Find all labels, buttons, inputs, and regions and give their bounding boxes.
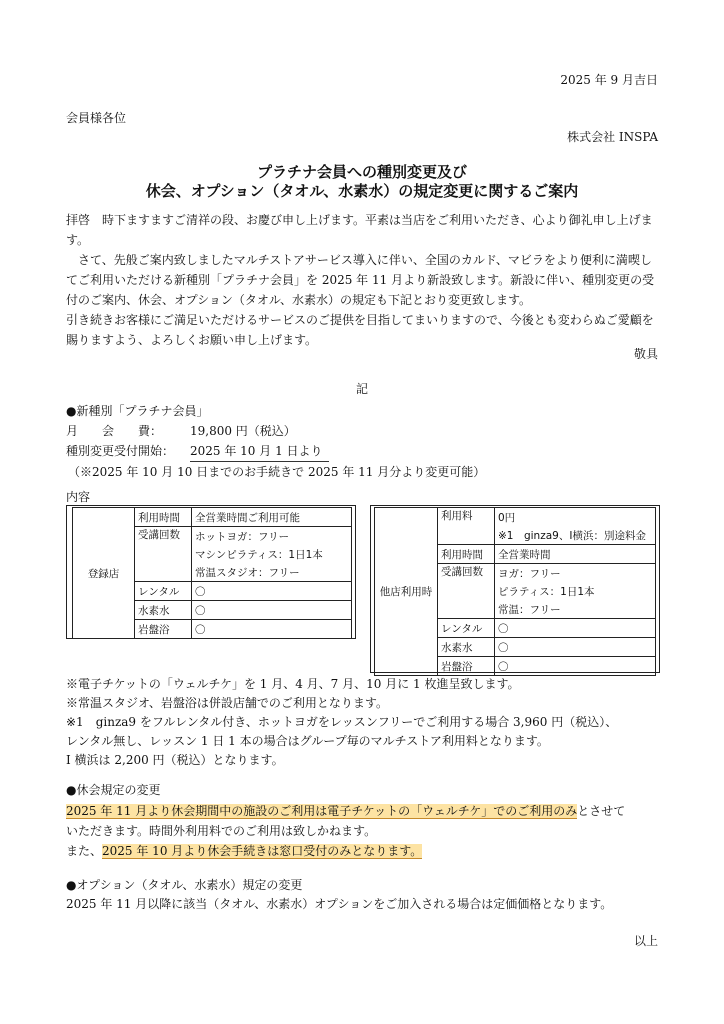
registered-store-table	[72, 507, 352, 639]
announcement-paragraph: さて、先般ご案内致しましたマルチストアサービス導入に伴い、全国のカルド、マビラをより便利に満喫してご利用いただける新種別「プラチナ会員」を 2025 年 11 月より新設致します。新設に伴い、種別変更の受付のご案内、休会、オプション（タオル、水素水）の規定も下記とおり変更致します。	[66, 253, 655, 307]
suspension-line3-pre: また、	[66, 844, 103, 858]
note-ginza: ※1 ginza9 をフルレンタル付き、ホットヨガをレッスンフリーでご利用する場合 3,960 円（税込）、	[66, 715, 618, 729]
option-text: 2025 年 11 月以降に該当（タオル、水素水）オプションをご加入される場合は定価価格となります。	[66, 897, 613, 911]
ki-heading: 記	[355, 382, 368, 396]
oth-val-rental: 〇	[495, 619, 656, 638]
reg-key-lessons: 受講回数	[135, 527, 192, 582]
oth-val-fee-2: ※1 ginza9、I横浜：別途料金	[495, 526, 656, 545]
change-start-value: 2025 年 10 月 1 日より	[190, 441, 329, 462]
oth-key-rental: レンタル	[438, 619, 495, 638]
platinum-section	[66, 401, 485, 482]
suspension-rules	[66, 801, 658, 861]
oth-val-lessons-3: 常温：フリー	[495, 600, 656, 619]
reg-val-rental: 〇	[192, 582, 352, 601]
closing-keigu: 敬具	[633, 347, 658, 361]
platinum-heading: ●新種別「プラチナ会員」	[66, 404, 209, 418]
change-start-label: 種別変更受付開始：	[66, 444, 175, 458]
greeting-paragraph: 拝啓 時下ますますご清祥の段、お慶び申し上げます。平素は当店をご利用いただき、心より御礼申し上げます。	[66, 213, 653, 247]
closing-paragraph: 引き続きお客様にご満足いただけるサービスのご提供を目指してまいりますので、今後とも変わらぬご愛顧を賜りますよう、よろしくお願い申し上げます。	[66, 313, 654, 347]
reg-key-water: 水素水	[135, 601, 192, 620]
reg-val-hours: 全営業時間ご利用可能	[192, 508, 352, 527]
note-yokohama: I 横浜は 2,200 円（税込）となります。	[66, 753, 284, 767]
change-note: （※2025 年 10 月 10 日までのお手続きで 2025 年 11 月分より変更可能）	[68, 465, 486, 479]
reg-key-bedrock: 岩盤浴	[135, 620, 192, 639]
suspension-line1-rest: とさせて	[577, 804, 626, 818]
oth-val-fee-1: 0円	[495, 508, 656, 527]
oth-val-lessons-2: ピラティス：1日1本	[495, 582, 656, 600]
other-store-table	[374, 507, 656, 676]
suspension-line2: いただきます。時間外利用料でのご利用は致しかねます。	[66, 824, 377, 838]
letter-body	[66, 210, 658, 350]
registered-group-label: 登録店	[73, 508, 135, 639]
suspension-highlight-1: 2025 年 11 月より休会期間中の施設のご利用は電子チケットの「ウェルチケ」でのご利用のみ	[66, 804, 578, 818]
closing-ijou: 以上	[633, 934, 658, 948]
issue-date: 2025 年 9 月吉日	[560, 73, 658, 87]
oth-key-bedrock: 岩盤浴	[438, 657, 495, 676]
oth-key-hours: 利用時間	[438, 545, 495, 564]
reg-val-lessons-3: 常温スタジオ：フリー	[192, 563, 352, 582]
reg-val-water: 〇	[192, 601, 352, 620]
contents-label: 内容	[66, 490, 91, 504]
document-title-line2: 休会、オプション（タオル、水素水）の規定変更に関するご案内	[145, 182, 579, 200]
reg-val-bedrock: 〇	[192, 620, 352, 639]
note-studio: ※常温スタジオ、岩盤浴は併設店舗でのご利用となります。	[66, 696, 388, 710]
oth-key-lessons: 受講回数	[438, 564, 495, 619]
change-start-row	[66, 441, 485, 462]
addressee: 会員様各位	[66, 111, 127, 125]
monthly-fee-label: 月 会 費：	[66, 424, 163, 438]
other-group-label: 他店利用時	[375, 508, 438, 676]
oth-val-lessons-1: ヨガ：フリー	[495, 564, 656, 583]
reg-key-hours: 利用時間	[135, 508, 192, 527]
document-title-line1: プラチナ会員への種別変更及び	[256, 163, 467, 181]
oth-val-bedrock: 〇	[495, 657, 656, 676]
note-ticket: ※電子チケットの「ウェルチケ」を 1 月、4 月、7 月、10 月に 1 枚進呈致します。	[66, 677, 520, 691]
oth-key-fee: 利用料	[438, 508, 495, 545]
sender-company: 株式会社 INSPA	[567, 130, 658, 144]
notes-block	[66, 675, 666, 770]
option-heading: ●オプション（タオル、水素水）規定の変更	[66, 878, 303, 892]
monthly-fee-value: 19,800 円（税込）	[190, 424, 296, 438]
suspension-heading: ●休会規定の変更	[66, 783, 161, 797]
monthly-fee-row	[66, 421, 485, 441]
oth-val-water: 〇	[495, 638, 656, 657]
note-no-rental: レンタル無し、レッスン 1 日 1 本の場合はグループ毎のマルチストア利用料となります。	[66, 734, 549, 748]
reg-val-lessons-1: ホットヨガ：フリー	[192, 527, 352, 546]
oth-key-water: 水素水	[438, 638, 495, 657]
oth-val-hours: 全営業時間	[495, 545, 656, 564]
reg-val-lessons-2: マシンピラティス：1日1本	[192, 545, 352, 563]
suspension-highlight-2: 2025 年 10 月より休会手続きは窓口受付のみとなります。	[102, 844, 423, 858]
reg-key-rental: レンタル	[135, 582, 192, 601]
